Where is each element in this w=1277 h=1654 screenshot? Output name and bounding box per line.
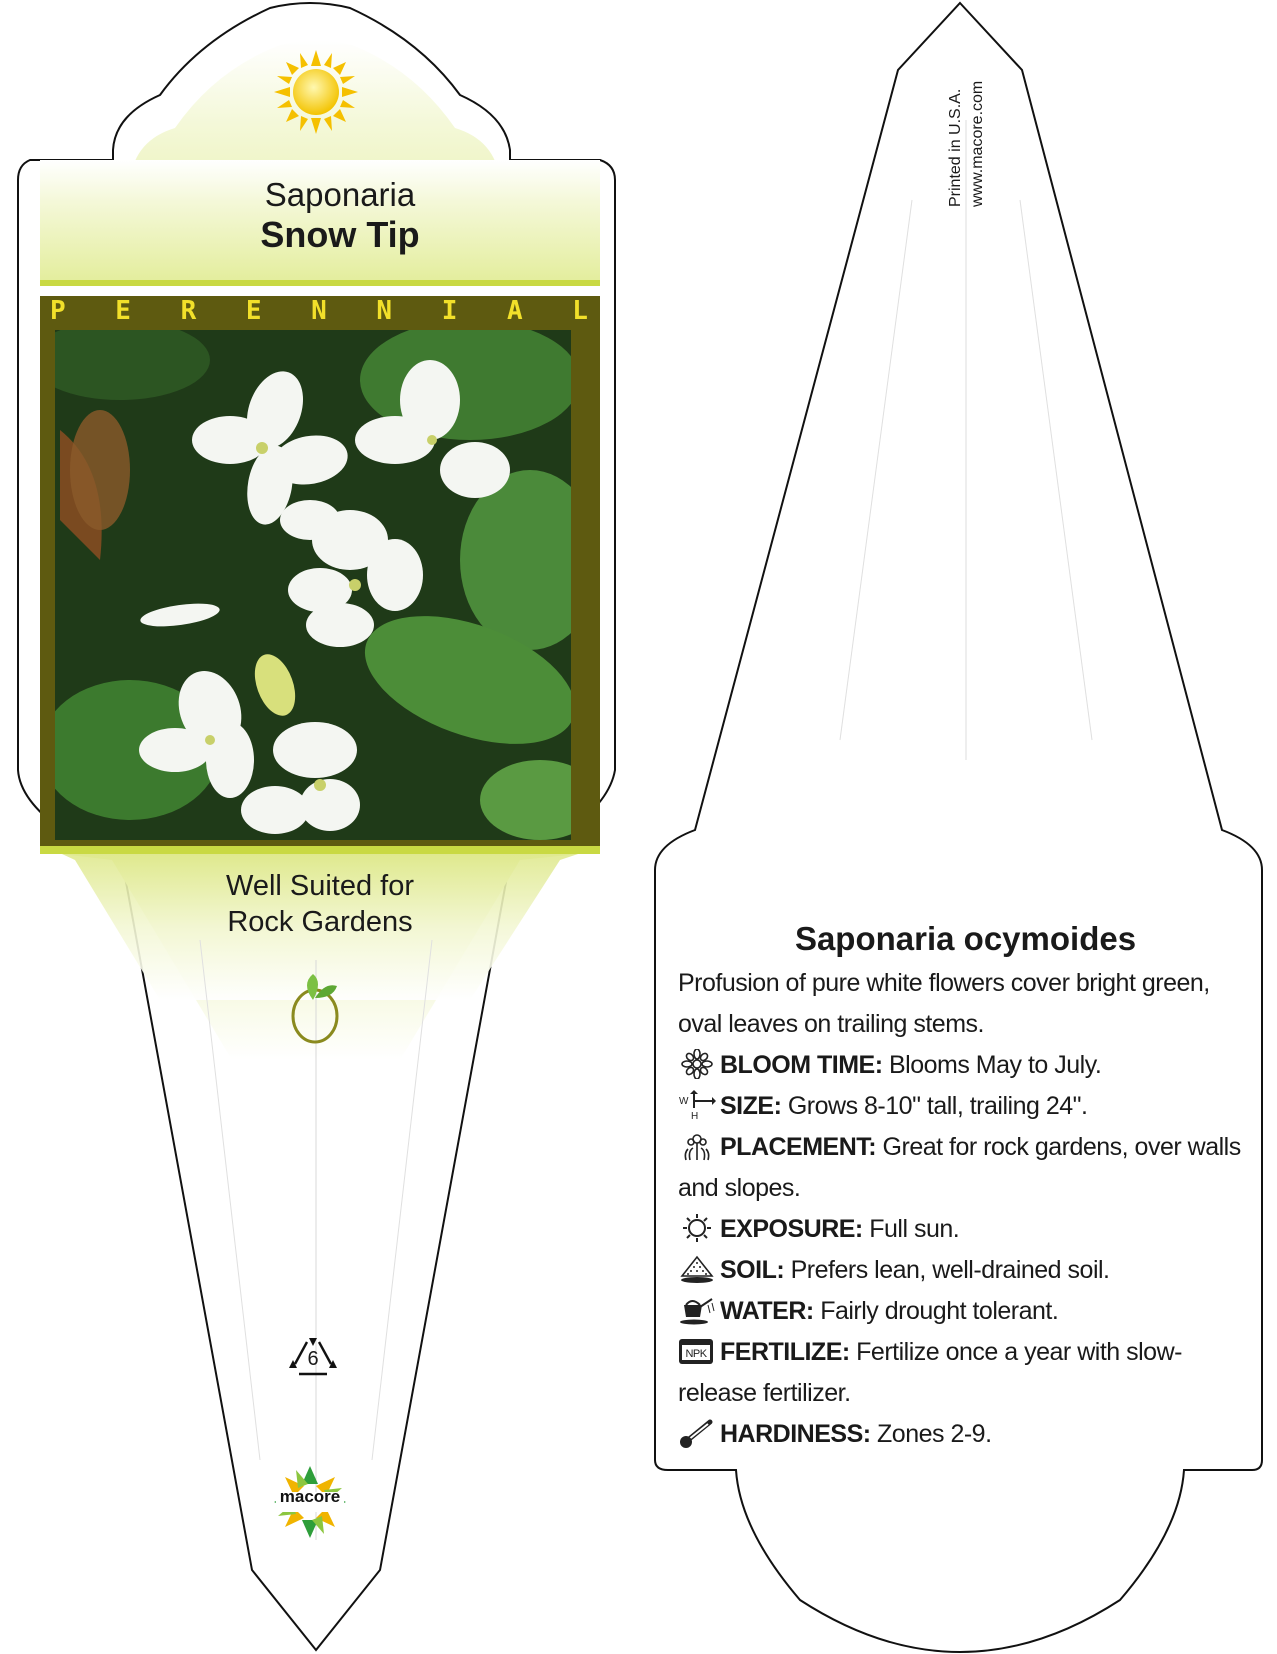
website-line: www.macore.com [969, 80, 986, 207]
tagline-line: Well Suited for [225, 870, 415, 902]
size-icon [678, 1090, 716, 1120]
info-row-fertilize [678, 1332, 1253, 1414]
printed-info [945, 17, 1005, 207]
watering-can-icon [678, 1295, 716, 1325]
genus-title: Saponaria [264, 176, 416, 213]
row-label: SIZE: [720, 1092, 782, 1120]
row-text: Fertilize once a year with slow-release fertilizer. [678, 1338, 1182, 1407]
info-row-exposure [678, 1209, 1253, 1250]
row-label: EXPOSURE: [720, 1215, 863, 1243]
info-row-placement [678, 1127, 1253, 1209]
soil-icon [678, 1254, 716, 1284]
brand-name: macore [279, 1487, 341, 1506]
species-title: Saponaria ocymoides [794, 920, 1137, 957]
category-letter: R [180, 296, 199, 326]
info-row-water [678, 1291, 1253, 1332]
row-text: Grows 8-10" tall, trailing 24". [781, 1092, 1088, 1120]
category-letter: N [376, 296, 395, 326]
printed-line: Printed in U.S.A. [947, 88, 964, 207]
row-label: BLOOM TIME: [720, 1051, 883, 1079]
info-row-bloom-time [678, 1045, 1253, 1086]
row-label: FERTILIZE: [720, 1338, 850, 1366]
row-label: HARDINESS: [720, 1420, 871, 1448]
info-row-hardiness [678, 1414, 1253, 1455]
info-row-soil [678, 1250, 1253, 1291]
sun-outline-icon [678, 1213, 716, 1243]
row-text: Great for rock gardens, over walls and slopes. [678, 1133, 1241, 1202]
size-h-letter: H [691, 1111, 698, 1120]
row-text: Fairly drought tolerant. [813, 1297, 1059, 1325]
row-text: Full sun. [862, 1215, 960, 1243]
row-label: SOIL: [720, 1256, 785, 1284]
info-row-size [678, 1086, 1253, 1127]
size-w-letter: W [679, 1096, 688, 1107]
npk-icon [678, 1336, 716, 1366]
row-text: Prefers lean, well-drained soil. [784, 1256, 1110, 1284]
category-letter: L [572, 296, 590, 326]
npk-label: NPK [685, 1348, 707, 1360]
thermometer-icon [678, 1418, 716, 1448]
cultivar-title: Snow Tip [260, 214, 420, 255]
care-info [678, 918, 1253, 1455]
placement-icon [678, 1131, 716, 1161]
row-label: PLACEMENT: [720, 1133, 877, 1161]
category-letter: E [245, 296, 264, 326]
flower-icon [678, 1049, 716, 1079]
row-label: WATER: [720, 1297, 814, 1325]
tagline-line: Rock Gardens [227, 906, 413, 938]
category-letter: N [311, 296, 329, 326]
category-letter: P [50, 296, 68, 326]
description: Profusion of pure white flowers cover bright green, oval leaves on trailing stems. [678, 969, 1210, 1038]
category-letter: E [115, 296, 133, 326]
category-letter: I [441, 296, 460, 326]
row-text: Blooms May to July. [882, 1051, 1102, 1079]
row-text: Zones 2-9. [870, 1420, 992, 1448]
recycle-code: 6 [307, 1348, 319, 1370]
category-letter: A [506, 296, 525, 326]
